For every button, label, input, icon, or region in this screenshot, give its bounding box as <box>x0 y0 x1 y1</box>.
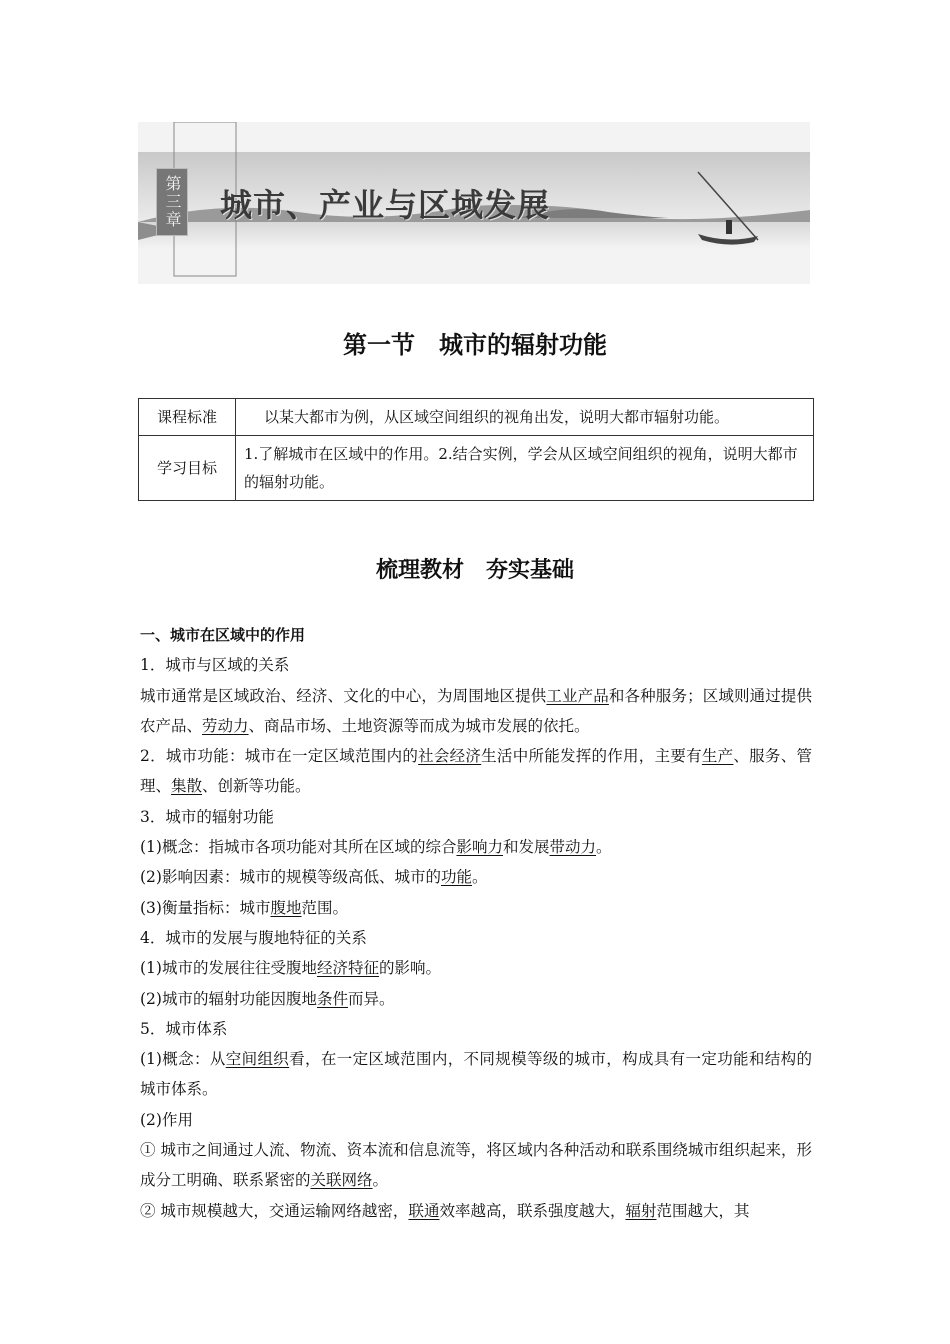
blank-answer: 功能 <box>440 868 472 887</box>
subheading-5: 5．城市体系 <box>140 1019 228 1038</box>
item-4-1: (1)城市的发展往往受腹地经济特征的影响。 <box>140 959 441 978</box>
subheading-3: 3．城市的辐射功能 <box>140 807 274 826</box>
paragraph-1: 城市通常是区域政治、经济、文化的中心，为周围地区提供工业产品和各种服务；区域则通过提供农产品、劳动力、商品市场、土地资源等而成为城市发展的依托。 <box>140 686 812 735</box>
table-row <box>139 399 814 436</box>
part-title: 梳理教材 夯实基础 <box>375 558 574 583</box>
table-row <box>139 436 814 501</box>
blank-answer: 生产 <box>701 747 734 766</box>
blank-answer: 空间组织 <box>225 1050 290 1069</box>
row-label: 学习目标 <box>139 436 236 501</box>
blank-answer: 工业产品 <box>546 686 609 705</box>
blank-answer: 带动力 <box>549 838 597 857</box>
item-5-1: (1)概念：从空间组织看，在一定区域范围内，不同规模等级的城市，构成具有一定功能和结构的城市体系。 <box>140 1050 812 1099</box>
blank-answer: 经济特征 <box>316 959 379 978</box>
blank-answer: 腹地 <box>270 898 302 917</box>
blank-answer: 关联网络 <box>310 1171 373 1190</box>
blank-answer: 影响力 <box>456 838 503 857</box>
row-text: 1.了解城市在区域中的作用。2.结合实例，学会从区域空间组织的视角，说明大都市的辐射功能。 <box>236 436 814 501</box>
blank-answer: 劳动力 <box>202 716 249 735</box>
body-text <box>140 620 812 1226</box>
blank-answer: 辐射 <box>625 1201 657 1220</box>
chapter-title: 城市、产业与区域发展 <box>220 186 551 224</box>
item-4-2: (2)城市的辐射功能因腹地条件而异。 <box>140 989 395 1008</box>
blank-answer: 集散 <box>171 777 203 796</box>
item-5-2-1: ① 城市之间通过人流、物流、资本流和信息流等，将区域内各种活动和联系围绕城市组织起来，形成分工明确、联系紧密的关联网络。 <box>140 1141 812 1190</box>
row-text: 以某大都市为例，从区域空间组织的视角出发，说明大都市辐射功能。 <box>236 399 814 436</box>
blank-answer: 联通 <box>408 1201 440 1220</box>
subheading-1: 1．城市与区域的关系 <box>140 656 290 675</box>
item-5-2: (2)作用 <box>140 1110 193 1129</box>
row-label: 课程标准 <box>139 399 236 436</box>
blank-answer: 社会经济 <box>418 747 482 766</box>
item-3-1: (1)概念：指城市各项功能对其所在区域的综合影响力和发展带动力。 <box>140 838 612 857</box>
paragraph-2: 2．城市功能：城市在一定区域范围内的社会经济生活中所能发挥的作用，主要有生产、服务、管理、集散、创新等功能。 <box>140 747 812 796</box>
item-3-3: (3)衡量指标：城市腹地范围。 <box>140 898 348 917</box>
standards-table <box>138 398 814 501</box>
item-3-2: (2)影响因素：城市的规模等级高低、城市的功能。 <box>140 868 488 887</box>
chapter-tag: 第三章 <box>156 168 188 236</box>
subheading-4: 4．城市的发展与腹地特征的关系 <box>140 928 367 947</box>
heading-city-role: 一、城市在区域中的作用 <box>140 626 306 644</box>
blank-answer: 条件 <box>316 989 348 1008</box>
section-title: 第一节 城市的辐射功能 <box>343 331 607 359</box>
item-5-2-2: ② 城市规模越大，交通运输网络越密，联通效率越高，联系强度越大，辐射范围越大，其 <box>140 1201 750 1220</box>
